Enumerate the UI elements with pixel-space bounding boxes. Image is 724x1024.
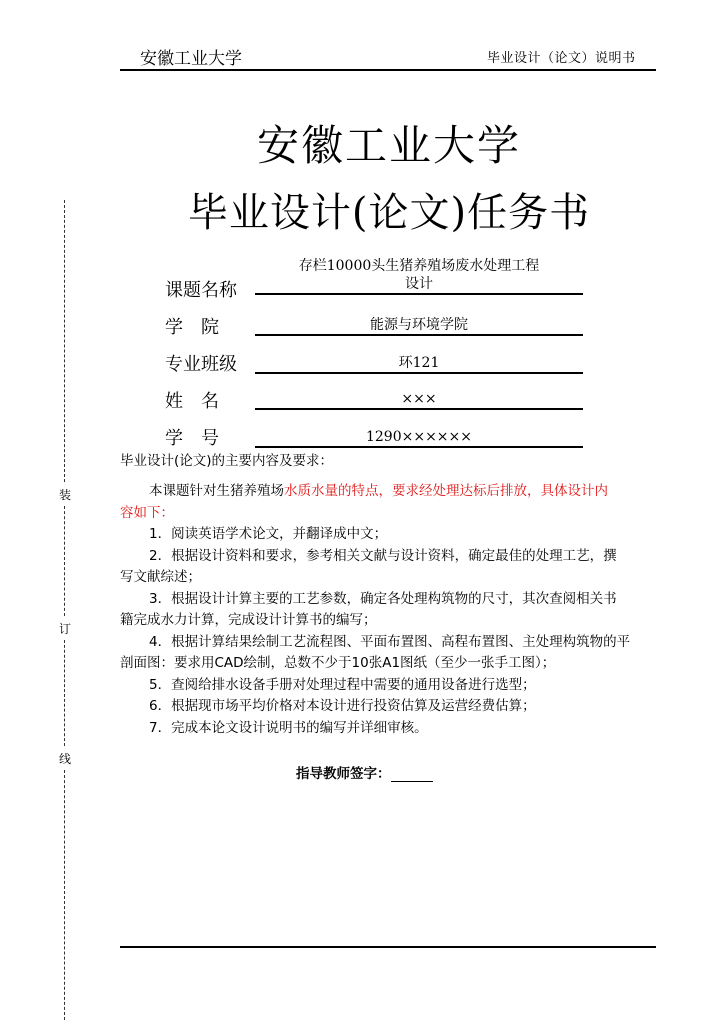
label-topic: 课题名称 [165,280,237,301]
label-name: 姓 名 [165,391,219,412]
signature-label: 指导教师签字： [296,766,391,782]
intro-red-text: 水质水量的特点，要求经处理达标后排放，具体设计内 [284,483,608,499]
binding-line-segment [64,200,65,482]
value-class: 环121 [255,354,583,374]
signature-blank [391,767,433,782]
advisor-signature [296,762,433,782]
intro-black-text: 本课题针对生猪养殖场 [149,483,284,499]
binding-char-zhuang: 装 [58,488,71,502]
list-item: 7．完成本论文设计说明书的编写并详细审核。 [149,719,428,736]
value-topic-line1: 存栏10000头生猪养殖场废水处理工程 [298,258,540,274]
list-item: 5．查阅给排水设备手册对处理过程中需要的通用设备进行选型； [149,676,536,693]
header-university: 安徽工业大学 [140,49,242,69]
value-student-id: 1290×××××× [255,428,583,448]
header-doc-type: 毕业设计（论文）说明书 [487,51,636,66]
list-item: 1．阅读英语学术论文，并翻译成中文； [149,526,388,542]
binding-char-ding: 订 [58,622,71,636]
content-heading: 毕业设计(论文)的主要内容及要求： [120,453,334,469]
value-name: ××× [255,390,583,410]
list-item-cont: 写文献综述； [120,569,201,585]
list-item: 6．根据现市场平均价格对本设计进行投资估算及运营经费估算； [149,698,536,714]
value-topic-line2: 设计 [405,276,433,292]
content-intro [120,481,660,524]
footer-rule [120,946,656,948]
value-college: 能源与环境学院 [255,316,583,336]
list-item: 2．根据设计资料和要求，参考相关文献与设计资料，确定最佳的处理工艺，撰 [149,547,617,564]
title-task-book: 毕业设计(论文)任务书 [187,190,591,236]
list-item: 3．根据设计计算主要的工艺参数，确定各处理构筑物的尺寸，其次查阅相关书 [149,590,617,607]
list-item: 4．根据计算结果绘制工艺流程图、平面布置图、高程布置图、主处理构筑物的平 [149,633,631,650]
label-college: 学 院 [165,317,219,338]
binding-line-segment [64,770,65,1020]
list-item-cont: 籍完成水力计算，完成设计计算书的编写； [120,612,377,628]
label-class: 专业班级 [165,354,237,375]
binding-char-xian: 线 [58,752,71,766]
requirements-list [120,524,660,739]
binding-line-segment [64,506,65,616]
title-university: 安徽工业大学 [256,121,521,170]
binding-line-segment [64,640,65,746]
header-rule [120,69,656,71]
label-student-id: 学 号 [165,428,219,449]
list-item-cont: 剖面图：要求用CAD绘制，总数不少于10张A1图纸（至少一张手工图）； [120,655,556,671]
intro-red-text-cont: 容如下： [120,504,174,521]
value-topic [255,257,583,295]
